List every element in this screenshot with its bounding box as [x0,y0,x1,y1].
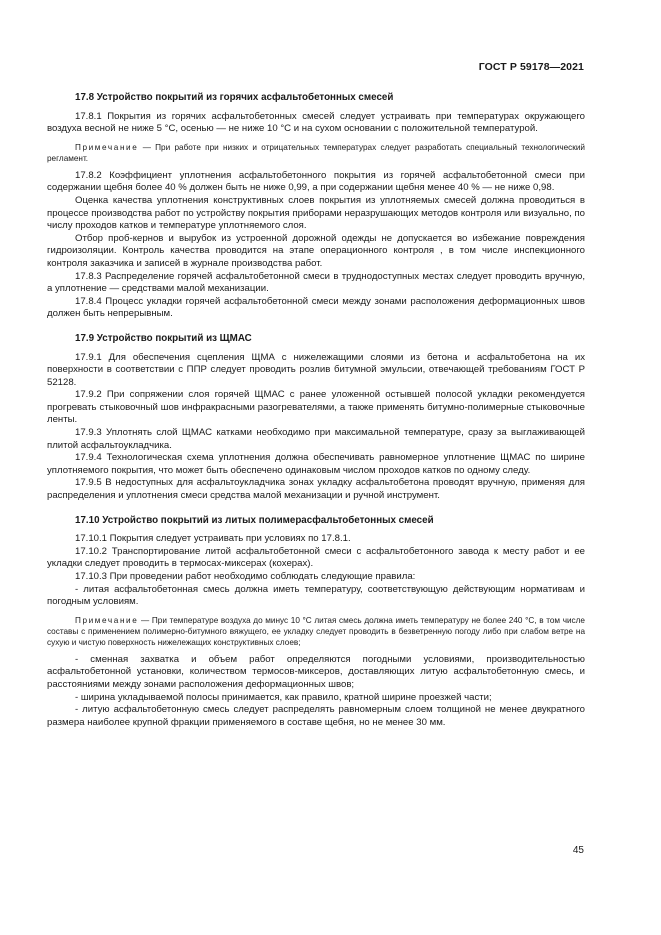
paragraph-17-8-2: 17.8.2 Коэффициент уплотнения асфальтобетонного покрытия из горячей асфальтобетонной смеси при содержании щебня более 40 % должен быть не ниже 0,99, а при содержании щебня менее 40 % — не ниже 0,98. [47,169,585,194]
paragraph-17-9-1: 17.9.1 Для обеспечения сцепления ЩМА с нижележащими слоями из бетона и асфальтобетона на их поверхности в соответствии с ППР следует проводить розлив битумной эмульсии, отвечающей требованиям ГОСТ Р 52128. [47,351,585,388]
paragraph-17-10-1: 17.10.1 Покрытия следует устраивать при условиях по 17.8.1. [75,533,351,545]
note-17-8-1 [47,142,585,164]
list-item-strip-width: - ширина укладываемой полосы принимается, как правило, кратной ширине проезжей части; [75,691,492,703]
section-heading-17-9: 17.9 Устройство покрытий из ЩМАС [75,332,252,344]
paragraph-17-9-5: 17.9.5 В недоступных для асфальтоукладчика зонах укладку асфальтобетона проводят вручную, применяя для распределения и уплотнения смеси средства малой механизации и ручной инструмент. [47,477,585,502]
paragraph-quality-control: Оценка качества уплотнения конструктивных слоев покрытия из уплотняемых смесей должна проводиться в процессе производства работ по устройству покрытия приборами неразрушающих методов контроля или визуально, по числу проходов катков и температуре уплотняемого слоя. [47,194,585,232]
note-label: Примечание [75,142,139,152]
list-item-temperature: - литая асфальтобетонная смесь должна иметь температуру, соответствующую действующим нормативам и погодным условиям. [47,583,585,608]
paragraph-17-8-4: 17.8.4 Процесс укладки горячей асфальтобетонной смеси между зонами расположения деформационных швов должен быть непрерывным. [47,295,585,320]
standard-header: ГОСТ Р 59178—2021 [478,61,584,73]
note-label: Примечание [75,615,139,625]
list-item-layer-thickness: - литую асфальтобетонную смесь следует распределять равномерным слоем толщиной не менее двукратного размера наиболее крупной фракции применяемого в составе щебня, но не менее 30 мм. [47,704,585,728]
paragraph-core-sampling: Отбор проб-кернов и вырубок из устроенной дорожной одежды не допускается во избежание повреждения гидроизоляции. Контроль качества проводится на этапе операционного контроля , в том числе инспекционного контроля заказчика и записей в журнале производства работ. [47,232,585,269]
section-heading-17-8: 17.8 Устройство покрытий из горячих асфальтобетонных смесей [75,92,394,103]
paragraph-17-8-3: 17.8.3 Распределение горячей асфальтобетонной смеси в труднодоступных местах следует проводить вручную, а уплотнение — средствами малой механизации. [47,270,585,295]
paragraph-17-9-3: 17.9.3 Уплотнять слой ЩМАС катками необходимо при максимальной температуре, сразу за выглаживающей плитой асфальтоукладчика. [47,427,585,451]
note-text: — При работе при низких и отрицательных температурах следует разработать специальный технологический регламент. [47,142,585,163]
note-17-10-3 [47,615,585,648]
note-text: — При температуре воздуха до минус 10 °С литая смесь должна иметь температуру не более 240 °С, в том числе составы с применением полимерно-битумного вяжущего, ее укладку следует проводить в безветренную погоду либо при слабом ветре на сухую и чистую поверхность нижележащих конструктивных слоев; [47,615,585,647]
section-heading-17-10: 17.10 Устройство покрытий из литых полимерасфальтобетонных смесей [75,514,434,526]
page-number: 45 [572,845,584,856]
paragraph-17-9-4: 17.9.4 Технологическая схема уплотнения должна обеспечивать равномерное уплотнение ЩМАС по ширине уплотняемого покрытия, что может быть обеспечено одинаковым числом проходов катков по одному следу. [47,452,585,476]
paragraph-17-9-2: 17.9.2 При сопряжении слоя горячей ЩМАС с ранее уложенной остывшей полосой укладки рекомендуется прогревать стыковочный шов инфракрасными разогревателями, а также применять битумно-полимерные стыковочные ленты. [47,389,585,426]
paragraph-17-10-2: 17.10.2 Транспортирование литой асфальтобетонной смеси с асфальтобетонного завода к месту работ и ее укладки следует проводить в термосах-миксерах (кохерах). [47,545,585,570]
document-body [47,92,585,729]
paragraph-17-10-3: 17.10.3 При проведении работ необходимо соблюдать следующие правила: [75,571,416,582]
paragraph-17-8-1: 17.8.1 Покрытия из горячих асфальтобетонных смесей следует устраивать при температурах окружающего воздуха весной не ниже 5 °С, осенью — не ниже 10 °С и на сухом основании с положительной температурой. [47,110,585,135]
list-item-work-scope: - сменная захватка и объем работ определяются погодными условиями, производительностью асфальтобетонной установки, количеством термосов-миксеров, доставляющих литую асфальтобетонную смесь, и расстояниями между зонами расположения деформационных швов; [47,653,585,690]
